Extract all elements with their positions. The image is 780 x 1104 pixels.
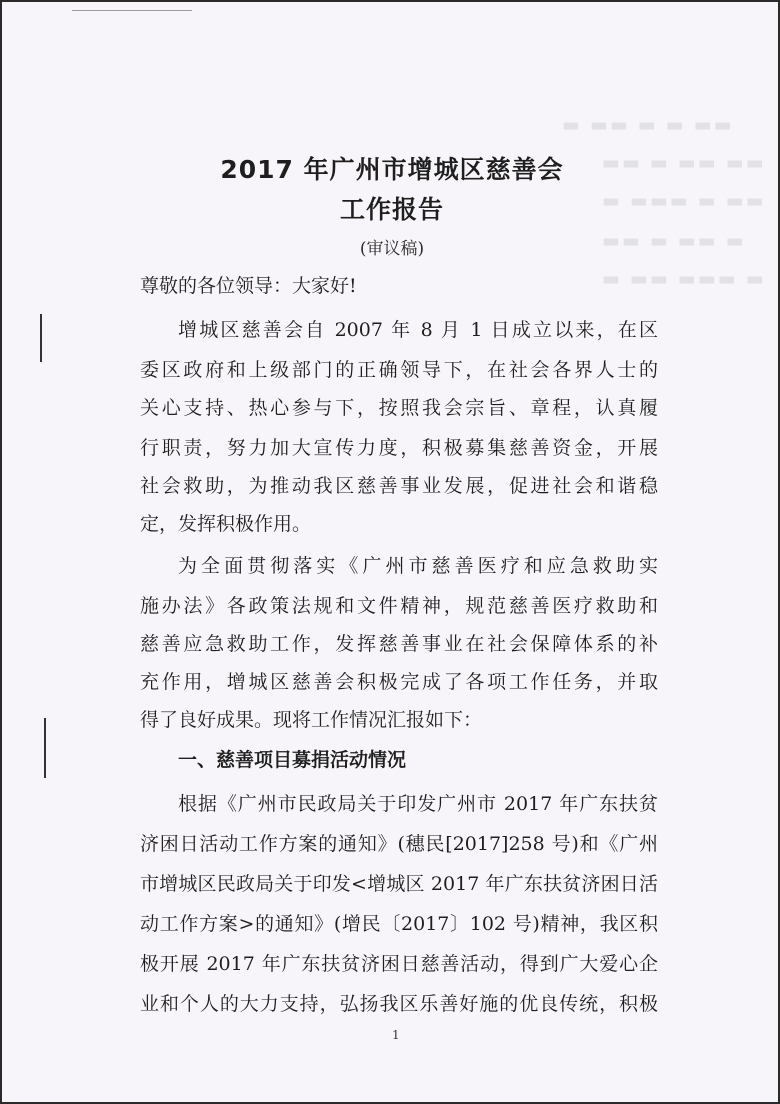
section-paragraph-line: 极开展 2017 年广东扶贫济困日慈善活动，得到广大爱心企 — [140, 953, 658, 975]
paragraph-1-line: 行职责，努力加大宣传力度，积极募集慈善资金，开展 — [140, 437, 658, 459]
binding-mark-bottom — [44, 718, 46, 778]
paragraph-1-line: 增城区慈善会自 2007 年 8 月 1 日成立以来，在区 — [178, 319, 658, 341]
paragraph-2-line: 得了良好成果。现将工作情况汇报如下： — [140, 709, 483, 731]
report-title-line2: 工作报告 — [339, 195, 444, 224]
top-rule — [72, 10, 192, 11]
bleed-through-text: ▬▬ ▬ ▬▬ ▬▬ — [602, 152, 766, 174]
bleed-through-text: ▬▬ ▬ ▬▬ ▬ — [602, 230, 746, 252]
paragraph-1-line: 关心支持、热心参与下，按照我会宗旨、章程，认真履 — [140, 397, 658, 419]
section-paragraph-line: 动工作方案>的通知》(增民〔2017〕102 号)精神，我区积 — [140, 913, 658, 935]
section-paragraph-line: 市增城区民政局关于印发<增城区 2017 年广东扶贫济困日活 — [140, 873, 658, 895]
paragraph-2-line: 慈善应急救助工作，发挥慈善事业在社会保障体系的补 — [140, 633, 658, 655]
bleed-through-text: ▬ ▬▬▬ ▬ ▬▬ — [602, 190, 766, 212]
report-title-line1: 2017 年广州市增城区慈善会 — [220, 155, 564, 184]
section-paragraph-line: 根据《广州市民政局关于印发广州市 2017 年广东扶贫 — [178, 793, 658, 815]
binding-mark-top — [40, 314, 42, 362]
report-subtitle: (审议稿) — [359, 239, 425, 259]
paragraph-1-line: 社会救助，为推动我区慈善事业发展，促进社会和谐稳 — [140, 475, 658, 497]
bleed-through-text: ▬ ▬▬ ▬▬▬ ▬ — [602, 268, 766, 290]
bleed-through-text: ▬ ▬▬ ▬ ▬ ▬▬ — [562, 114, 734, 136]
section-paragraph-line: 业和个人的大力支持，弘扬我区乐善好施的优良传统，积极 — [140, 993, 658, 1015]
paragraph-1-line: 委区政府和上级部门的正确领导下，在社会各界人士的 — [140, 359, 658, 381]
paragraph-2-line: 充作用，增城区慈善会积极完成了各项工作任务，并取 — [140, 671, 658, 693]
paragraph-2-line: 为全面贯彻落实《广州市慈善医疗和应急救助实 — [178, 555, 658, 577]
salutation: 尊敬的各位领导：大家好! — [140, 275, 357, 297]
section-heading: 一、慈善项目募捐活动情况 — [178, 749, 407, 771]
paragraph-2-line: 施办法》各政策法规和文件精神，规范慈善医疗救助和 — [140, 595, 658, 617]
page-number: 1 — [392, 1028, 400, 1042]
paragraph-1-line: 定，发挥积极作用。 — [140, 513, 312, 535]
section-paragraph-line: 济困日活动工作方案的通知》(穗民[2017]258 号)和《广州 — [140, 833, 658, 855]
